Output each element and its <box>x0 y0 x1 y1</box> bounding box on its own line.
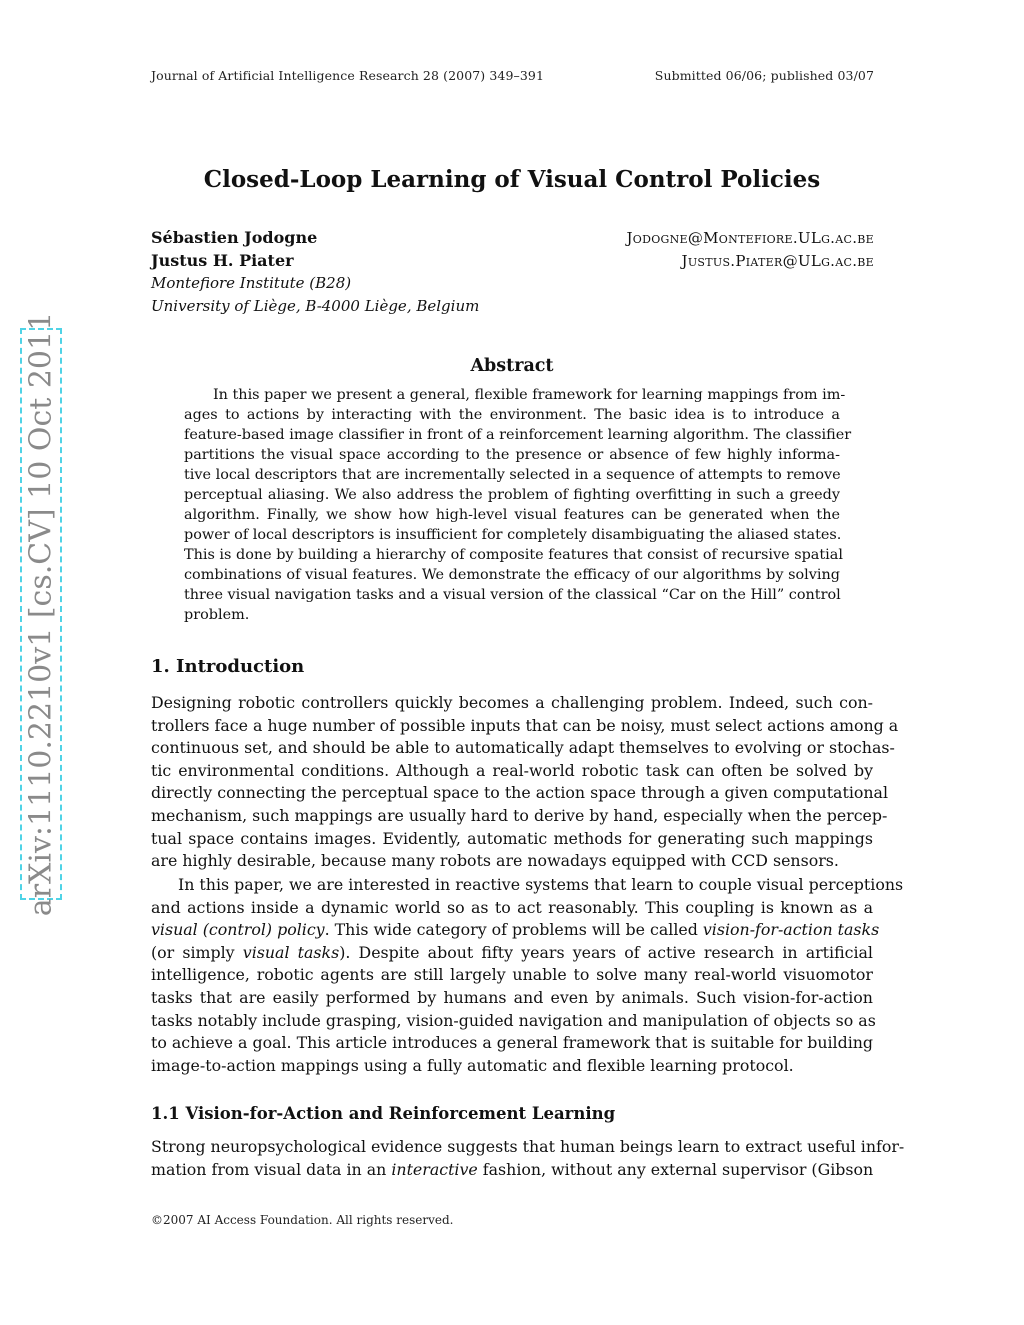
body-text: mation from visual data in an <box>151 1159 392 1179</box>
term-visual-policy: visual (control) policy <box>151 920 325 940</box>
body-line: tual space contains images. Evidently, automatic methods for generating such mappings <box>151 828 873 848</box>
abstract-line: tive local descriptors that are incrementally selected in a sequence of attempts to remove <box>184 467 841 483</box>
abstract-line: combinations of visual features. We demonstrate the efficacy of our algorithms by solving <box>184 567 840 583</box>
body-text: fashion, without any external supervisor (Gibson <box>477 1159 874 1179</box>
arxiv-stamp <box>20 311 62 917</box>
author-email-2: Justus.Piater@ULg.ac.be <box>681 252 874 270</box>
subsection-heading: 1.1 Vision-for-Action and Reinforcement Learning <box>151 1104 616 1123</box>
abstract-line: power of local descriptors is insufficient for completely disambiguating the aliased states. <box>184 527 842 543</box>
abstract-line: three visual navigation tasks and a visual version of the classical “Car on the Hill” control <box>184 587 841 603</box>
abstract-line: ages to actions by interacting with the environment. The basic idea is to introduce a <box>184 407 840 423</box>
intro-paragraph-1 <box>151 692 899 873</box>
abstract-line: This is done by building a hierarchy of composite features that consist of recursive spatial <box>184 547 843 563</box>
body-line: tasks that are easily performed by humans and even by animals. Such vision-for-action <box>151 987 873 1007</box>
subsection-paragraph <box>151 1136 905 1181</box>
body-line: intelligence, robotic agents are still largely unable to solve many real-world visuomotor <box>151 965 873 985</box>
author-name-2: Justus H. Piater <box>151 251 294 270</box>
body-line: trollers face a huge number of possible inputs that can be noisy, must select actions among a <box>151 715 899 735</box>
body-line: image-to-action mappings using a fully automatic and flexible learning protocol. <box>151 1055 794 1075</box>
body-line: to achieve a goal. This article introduces a general framework that is suitable for building <box>151 1033 874 1053</box>
abstract-line: perceptual aliasing. We also address the problem of fighting overfitting in such a greedy <box>184 487 840 503</box>
author-email-1: Jodogne@Montefiore.ULg.ac.be <box>626 229 874 247</box>
abstract-line: problem. <box>184 607 250 623</box>
body-text: ). Despite about fifty years years of active research in artificial <box>339 942 873 962</box>
abstract-line: algorithm. Finally, we show how high-level visual features can be generated when the <box>184 507 840 523</box>
author-name-1: Sébastien Jodogne <box>151 228 318 247</box>
body-line: and actions inside a dynamic world so as to act reasonably. This coupling is known as a <box>151 897 873 917</box>
abstract-line: partitions the visual space according to the presence or absence of few highly informa- <box>184 447 840 463</box>
copyright-notice: ©2007 AI Access Foundation. All rights reserved. <box>151 1213 454 1227</box>
body-line: are highly desirable, because many robots are nowadays equipped with CCD sensors. <box>151 851 839 871</box>
body-line: In this paper, we are interested in reactive systems that learn to couple visual perceptions <box>178 875 904 894</box>
abstract-line: In this paper we present a general, flexible framework for learning mappings from im- <box>213 387 846 403</box>
term-visual-tasks: visual tasks <box>242 942 340 962</box>
body-line: Designing robotic controllers quickly becomes a challenging problem. Indeed, such con- <box>151 693 873 712</box>
paper-title: Closed-Loop Learning of Visual Control Policies <box>203 166 821 193</box>
arxiv-identifier: arXiv:1110.2210v1 [cs.CV] 10 Oct 2011 <box>23 311 59 917</box>
affiliation-university: University of Liège, B-4000 Liège, Belgium <box>151 297 480 315</box>
body-line: continuous set, and should be able to automatically adapt themselves to evolving or stochas- <box>151 738 895 758</box>
body-line: tic environmental conditions. Although a real-world robotic task can often be solved by <box>151 760 873 780</box>
body-text: (or simply <box>151 942 243 962</box>
abstract-heading: Abstract <box>470 356 554 376</box>
body-line: mechanism, such mappings are usually hard to derive by hand, especially when the percep- <box>151 805 888 825</box>
intro-paragraph-2 <box>151 874 904 1077</box>
journal-citation: Journal of Artificial Intelligence Research 28 (2007) 349–391 <box>151 68 545 83</box>
submission-dates: Submitted 06/06; published 03/07 <box>654 68 874 83</box>
body-line: Strong neuropsychological evidence suggests that human beings learn to extract useful infor- <box>151 1137 905 1156</box>
abstract-line: feature-based image classifier in front of a reinforcement learning algorithm. The classifier <box>184 427 852 443</box>
body-line: tasks notably include grasping, vision-guided navigation and manipulation of objects so as <box>151 1010 876 1030</box>
abstract-body <box>184 385 852 625</box>
body-text: . This wide category of problems will be called <box>324 920 703 940</box>
affiliation-institute: Montefiore Institute (B28) <box>151 274 352 292</box>
section-heading-introduction: 1. Introduction <box>151 656 305 677</box>
body-line: directly connecting the perceptual space to the action space through a given computational <box>151 783 889 803</box>
body-line <box>151 919 880 942</box>
body-line <box>151 1159 873 1182</box>
body-line <box>151 942 873 965</box>
term-interactive: interactive <box>391 1159 478 1179</box>
term-vision-for-action: vision-for-action tasks <box>702 920 880 940</box>
